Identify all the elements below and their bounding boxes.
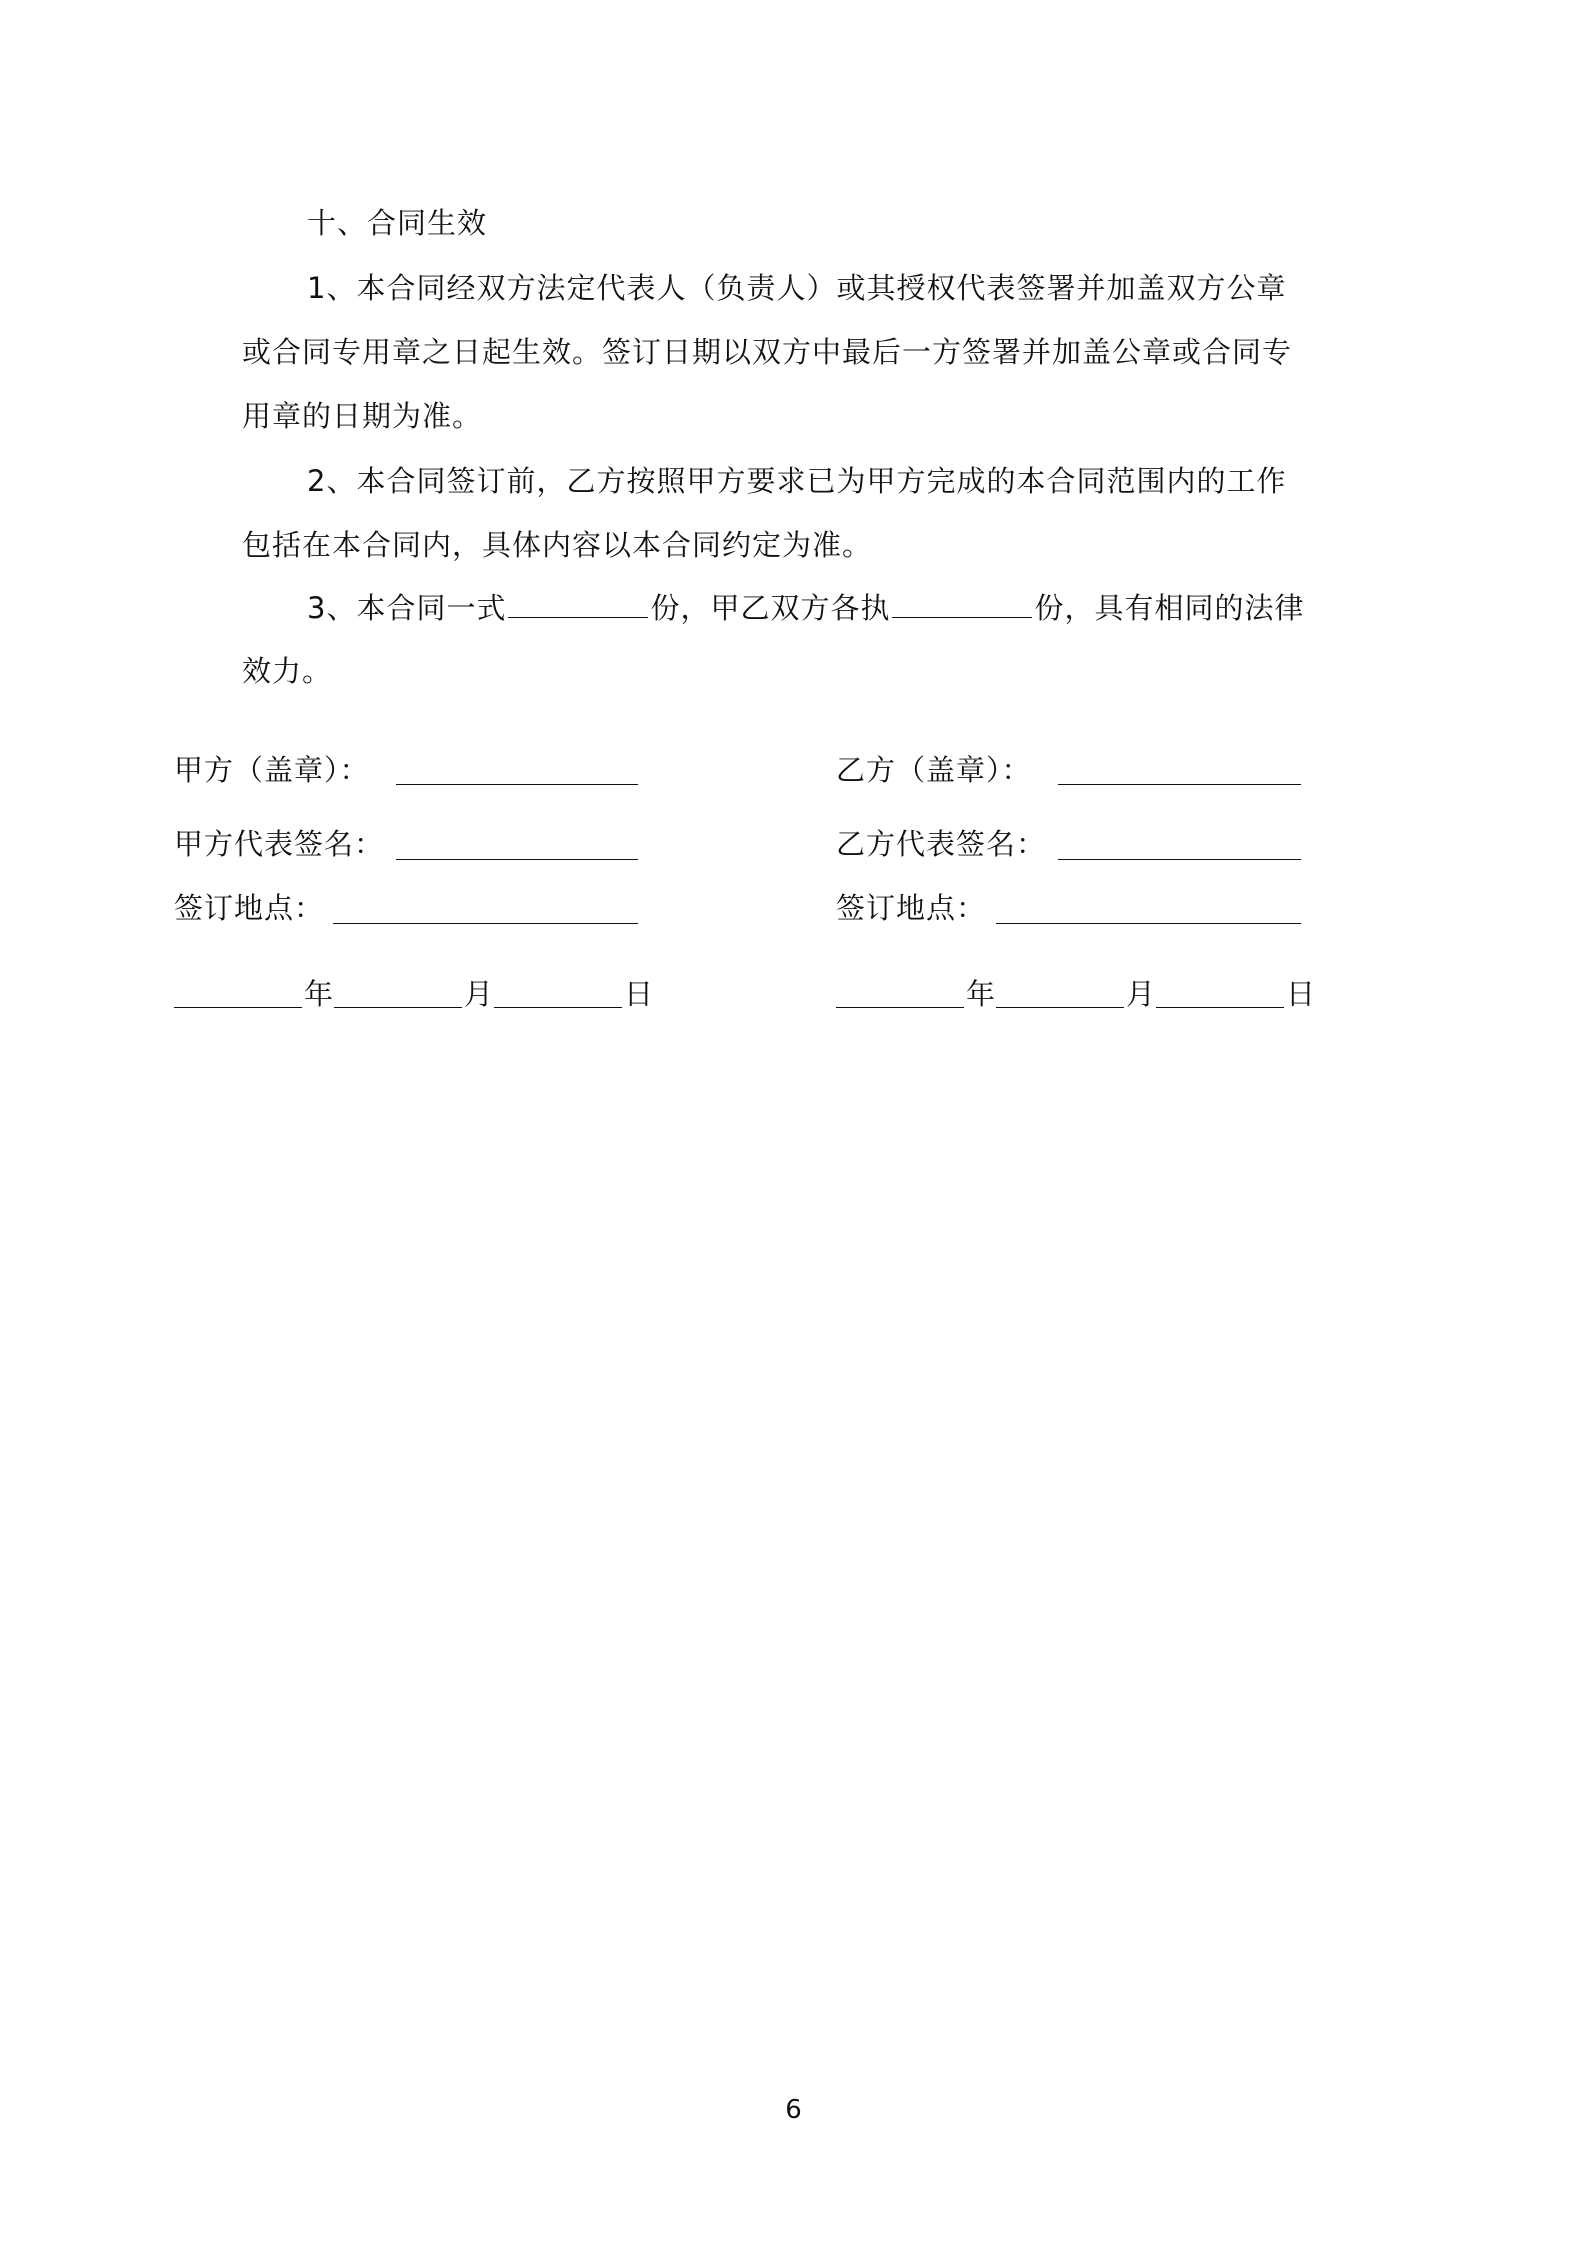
- clause-3-line-1: [307, 587, 1304, 628]
- party-b-month-line[interactable]: [996, 1007, 1124, 1008]
- party-b-year-label: 年: [966, 977, 997, 1011]
- party-a-place-line[interactable]: [333, 923, 638, 924]
- party-b-month-label: 月: [1126, 977, 1157, 1011]
- copies-each-blank[interactable]: [892, 587, 1032, 618]
- party-a-month-label: 月: [464, 977, 495, 1011]
- clause-3-part-2: 份，甲乙双方各执: [650, 591, 891, 625]
- clause-3-part-1: 3、本合同一式: [307, 591, 507, 625]
- clause-1-line-1: 1、本合同经双方法定代表人（负责人）或其授权代表签署并加盖双方公章: [307, 271, 1287, 305]
- party-b-day-line[interactable]: [1156, 1007, 1284, 1008]
- clause-2-line-1: 2、本合同签订前，乙方按照甲方要求已为甲方完成的本合同范围内的工作: [307, 464, 1287, 498]
- party-b-place-label: 签订地点：: [836, 891, 987, 925]
- party-a-day-label: 日: [624, 977, 655, 1011]
- party-b-place-line[interactable]: [996, 923, 1301, 924]
- party-a-place-label: 签订地点：: [174, 891, 325, 925]
- party-a-seal-line[interactable]: [396, 784, 638, 785]
- party-a-rep-label: 甲方代表签名：: [174, 827, 385, 861]
- party-b-rep-label: 乙方代表签名：: [836, 827, 1047, 861]
- clause-1-line-3: 用章的日期为准。: [242, 399, 483, 433]
- party-a-day-line[interactable]: [494, 1007, 622, 1008]
- section-heading: 十、合同生效: [307, 206, 488, 240]
- party-b-seal-line[interactable]: [1058, 784, 1301, 785]
- party-a-month-line[interactable]: [334, 1007, 462, 1008]
- clause-3-line-2: 效力。: [242, 654, 333, 688]
- copies-total-blank[interactable]: [508, 587, 648, 618]
- party-a-seal-label: 甲方（盖章）：: [174, 753, 370, 787]
- party-b-year-line[interactable]: [836, 1007, 964, 1008]
- clause-3-part-3: 份，具有相同的法律: [1034, 591, 1305, 625]
- party-b-seal-label: 乙方（盖章）：: [836, 753, 1032, 787]
- party-a-rep-line[interactable]: [396, 859, 638, 860]
- party-a-year-line[interactable]: [174, 1007, 302, 1008]
- party-a-year-label: 年: [304, 977, 335, 1011]
- party-b-day-label: 日: [1286, 977, 1317, 1011]
- party-b-rep-line[interactable]: [1058, 859, 1301, 860]
- page-number: 6: [785, 2095, 802, 2125]
- clause-2-line-2: 包括在本合同内，具体内容以本合同约定为准。: [242, 528, 873, 562]
- clause-1-line-2: 或合同专用章之日起生效。签订日期以双方中最后一方签署并加盖公章或合同专: [242, 335, 1293, 369]
